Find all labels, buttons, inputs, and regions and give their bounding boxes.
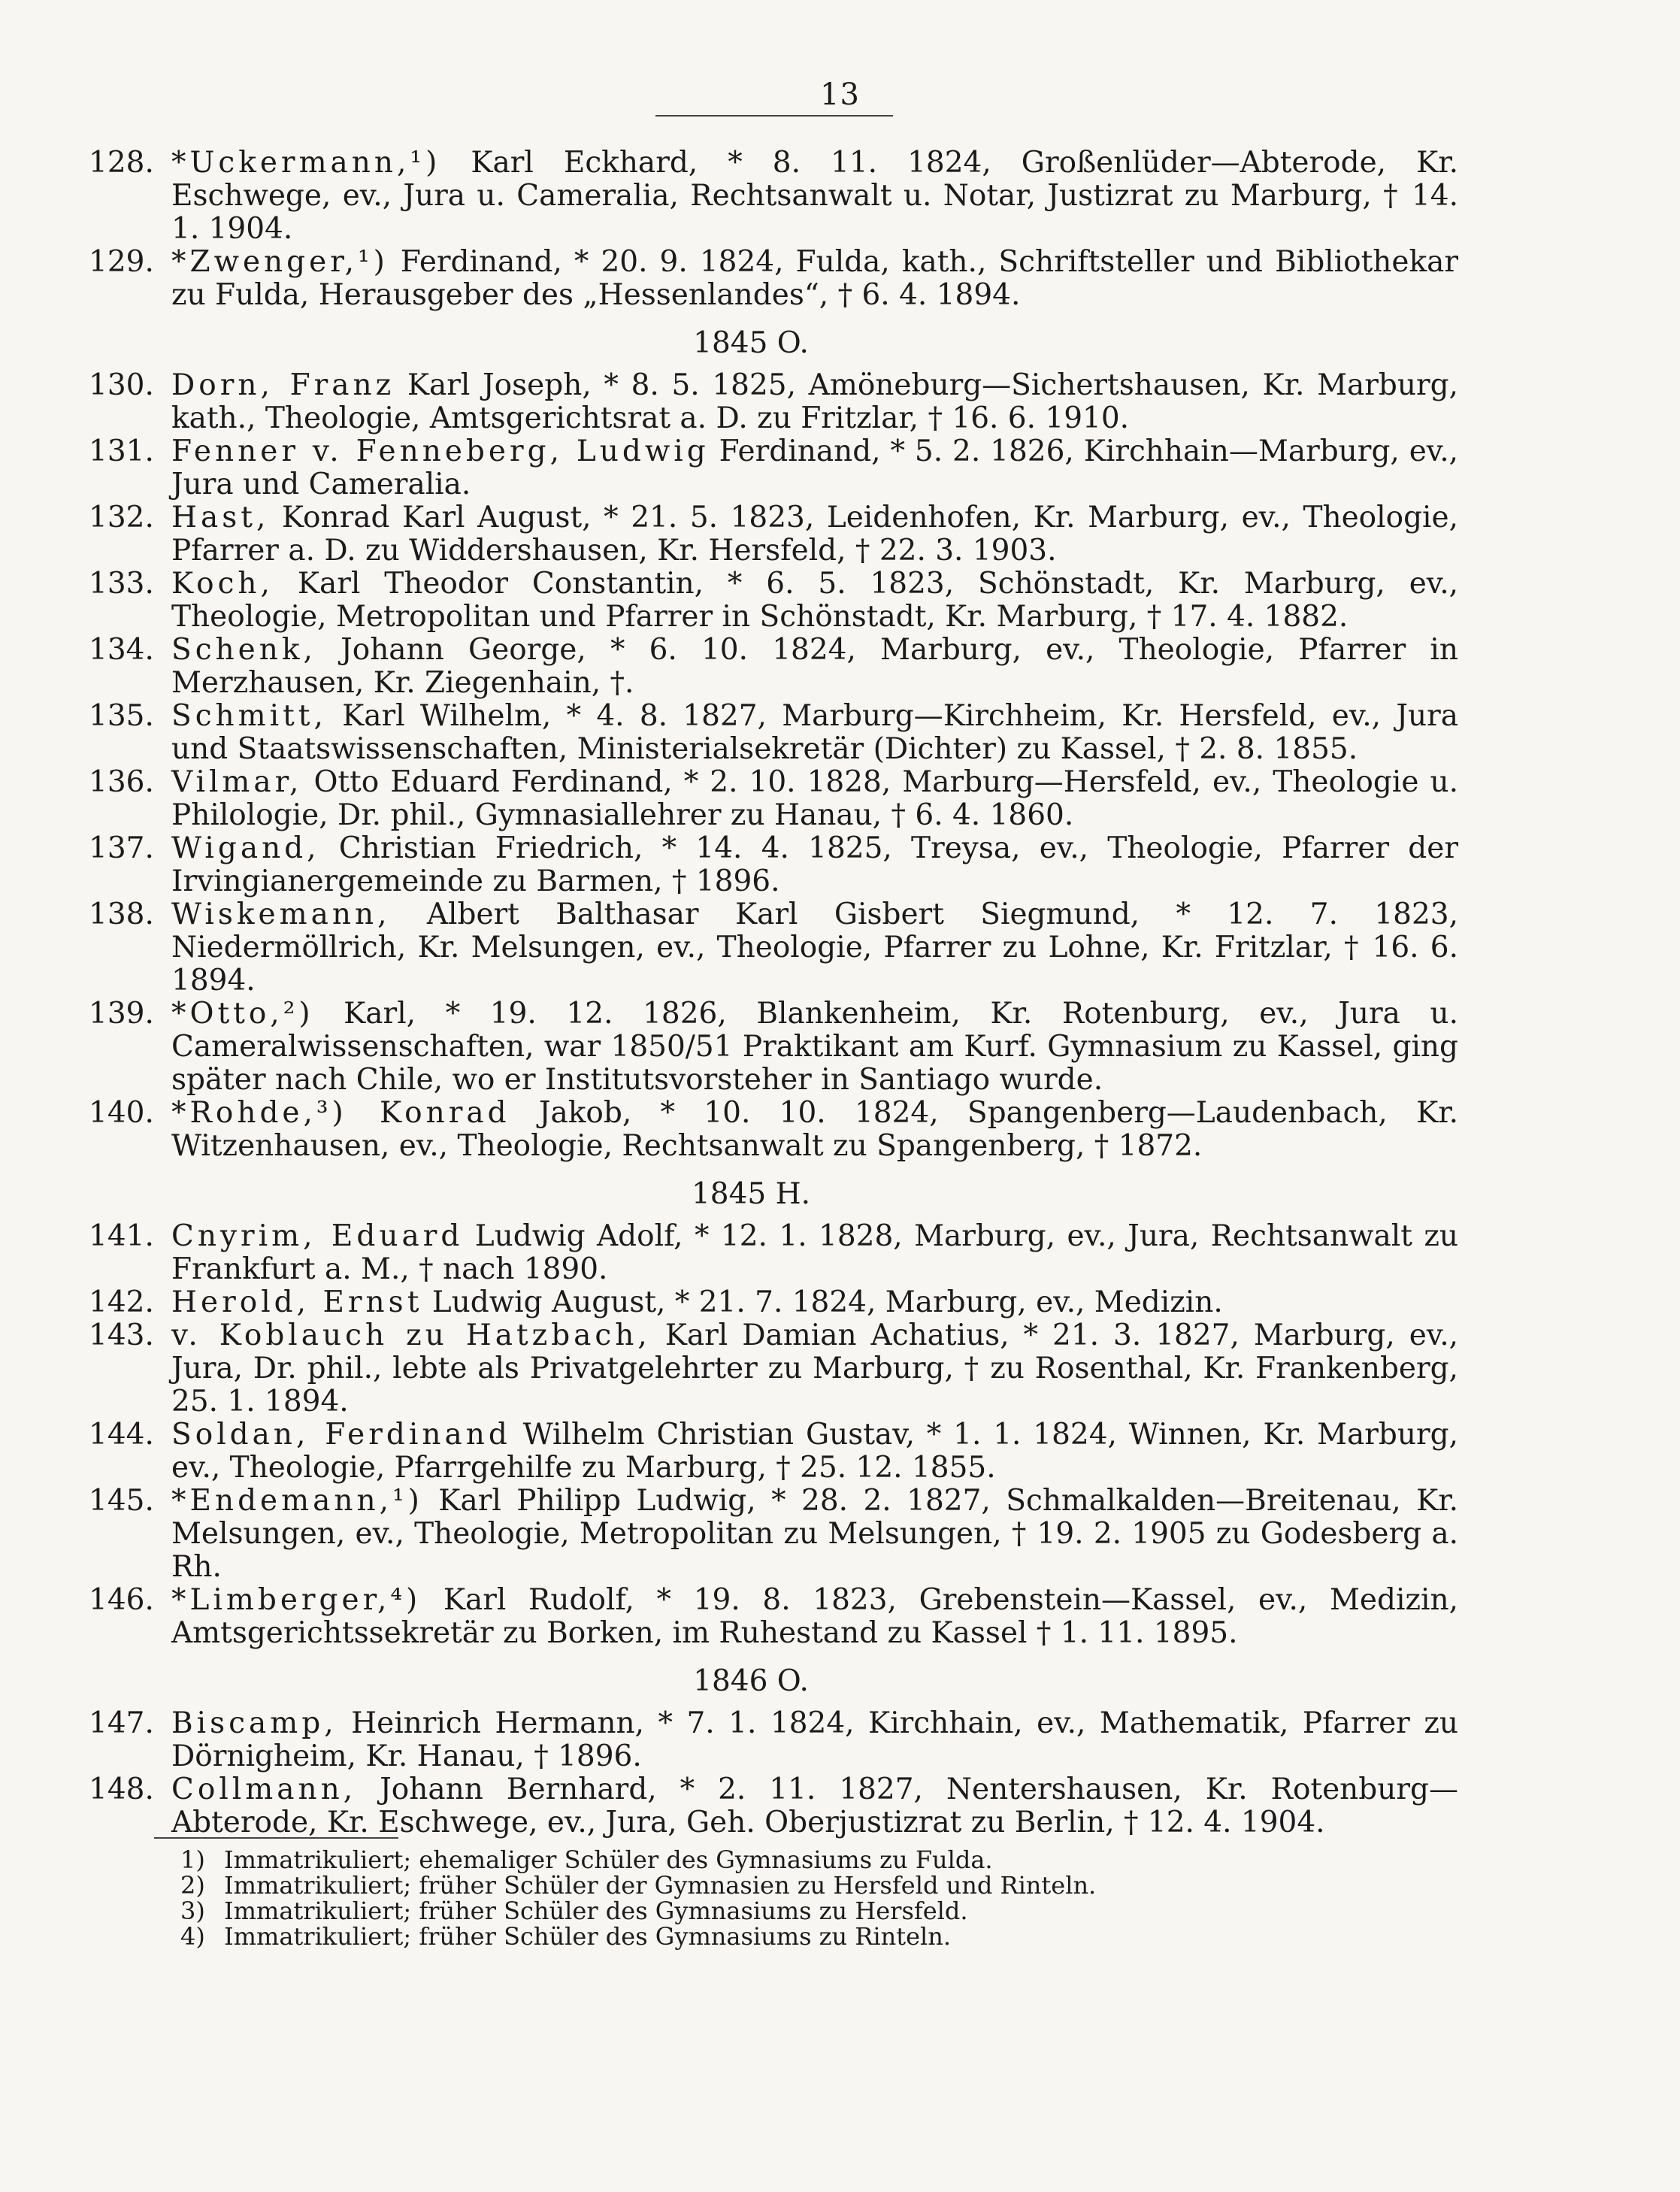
entry-name: *Uckermann,¹) <box>171 146 441 180</box>
entry-name: Biscamp, <box>171 1706 338 1740</box>
entry-list <box>89 147 1458 1839</box>
entry-row <box>89 998 1458 1097</box>
entry-name: *Zwenger,¹) <box>171 245 389 279</box>
footnote <box>180 1873 1158 1898</box>
entry-text: Ludwig Adolf, * 12. 1. 1828, Marburg, ev., Jura, Rechtsanwalt zu Frankfurt a. M., † nach 1890. <box>171 1219 1459 1286</box>
entry-number: 148. <box>89 1773 154 1806</box>
entry-number: 130. <box>89 368 154 402</box>
semester-heading: 1846 O. <box>693 1664 809 1698</box>
entry-text: Christian Friedrich, * 14. 4. 1825, Treysa, ev., Theologie, Pfarrer der Irvingianergemeinde zu Barmen, † 1896. <box>171 831 1458 898</box>
entry-number: 131. <box>89 434 154 468</box>
entry-number: 147. <box>89 1706 154 1740</box>
entry-name: Vilmar, <box>171 765 303 799</box>
entry-row <box>89 898 1458 998</box>
entry-text: Ferdinand, * 5. 2. 1826, Kirchhain—Marburg, ev., Jura und Cameralia. <box>171 434 1458 501</box>
entry-number: 133. <box>89 567 154 601</box>
footnote-text: Immatrikuliert; früher Schüler der Gymnasien zu Hersfeld und Rinteln. <box>224 1871 1097 1900</box>
entry-number: 138. <box>89 898 154 931</box>
footnotes <box>180 1847 1158 1949</box>
entry-number: 144. <box>89 1418 154 1452</box>
entry-name: Collmann, <box>171 1773 357 1806</box>
entry-name: *Endemann,¹) <box>171 1484 423 1518</box>
entry-text: Ferdinand, * 20. 9. 1824, Fulda, kath., Schriftsteller und Bibliothekar zu Fulda, Herausgeber des „Hessenlandes“, † 6. 4. 1894. <box>171 245 1458 312</box>
entry-number: 137. <box>89 831 154 865</box>
entry-name: Fenner v. Fenneberg, Ludwig <box>171 434 710 468</box>
footnote-mark: 3) <box>180 1897 205 1925</box>
entry-row <box>89 369 1458 435</box>
entry-text: Otto Eduard Ferdinand, * 2. 10. 1828, Marburg—Hersfeld, ev., Theologie u. Philologie, Dr. phil., Gymnasiallehrer zu Hanau, † 6. 4. 1860. <box>171 765 1458 832</box>
entry-number: 140. <box>89 1096 154 1130</box>
entry-text: Karl Eckhard, * 8. 11. 1824, Großenlüder—Abterode, Kr. Eschwege, ev., Jura u. Cameralia, Rechtsanwalt u. Notar, Justizrat zu Marburg, † 14. 1. 1904. <box>171 146 1458 246</box>
entry-number: 142. <box>89 1285 154 1319</box>
entry-name: Soldan, Ferdinand <box>171 1418 511 1452</box>
entry-text: Ludwig August, * 21. 7. 1824, Marburg, ev., Medizin. <box>422 1285 1223 1319</box>
entry-number: 145. <box>89 1484 154 1518</box>
entry-row <box>89 832 1458 898</box>
footnote-rule <box>154 1837 398 1839</box>
entry-row <box>89 1418 1458 1485</box>
entry-number: 136. <box>89 765 154 799</box>
entry-text: Heinrich Hermann, * 7. 1. 1824, Kirchhain, ev., Mathematik, Pfarrer zu Dörnigheim, Kr. Hanau, † 1896. <box>171 1706 1458 1773</box>
page-number: 13 <box>820 77 860 112</box>
entry-name: *Rohde,³) Konrad <box>171 1096 510 1130</box>
entry-name: Herold, Ernst <box>171 1285 423 1319</box>
entry-text: Johann George, * 6. 10. 1824, Marburg, ev., Theologie, Pfarrer in Merzhausen, Kr. Ziegenhain, †. <box>171 633 1458 700</box>
entry-text: Karl Theodor Constantin, * 6. 5. 1823, Schönstadt, Kr. Marburg, ev., Theologie, Metropolitan und Pfarrer in Schönstadt, Kr. Marburg, † 17. 4. 1882. <box>171 567 1458 634</box>
entry-row <box>89 1485 1458 1584</box>
entry-text: Karl Wilhelm, * 4. 8. 1827, Marburg—Kirchheim, Kr. Hersfeld, ev., Jura und Staatswissenschaften, Ministerialsekretär (Dichter) zu Kassel, † 2. 8. 1855. <box>171 699 1458 766</box>
entry-row <box>89 634 1458 700</box>
entry-row <box>89 568 1458 634</box>
entry-name: *Limberger,⁴) <box>171 1583 422 1617</box>
entry-row <box>89 1286 1458 1319</box>
entry-name: Dorn, Franz <box>171 368 395 402</box>
footnote-mark: 2) <box>180 1871 205 1900</box>
entry-text: Wilhelm Christian Gustav, * 1. 1. 1824, Winnen, Kr. Marburg, ev., Theologie, Pfarrgehilfe zu Marburg, † 25. 12. 1855. <box>171 1418 1458 1485</box>
entry-text: Karl Philipp Ludwig, * 28. 2. 1827, Schmalkalden—Breitenau, Kr. Melsungen, ev., Theologie, Metropolitan zu Melsungen, † 19. 2. 1905 zu Godesberg a. Rh. <box>171 1484 1458 1584</box>
entry-row <box>89 766 1458 832</box>
entry-text: Konrad Karl August, * 21. 5. 1823, Leidenhofen, Kr. Marburg, ev., Theologie, Pfarrer a. D. zu Widdershausen, Kr. Hersfeld, † 22. 3. 1903. <box>171 501 1458 568</box>
entry-row <box>89 1707 1458 1773</box>
semester-heading: 1845 O. <box>693 326 809 360</box>
entry-name: Hast, <box>171 501 270 534</box>
entry-text: Albert Balthasar Karl Gisbert Siegmund, * 12. 7. 1823, Niedermöllrich, Kr. Melsungen, ev., Theologie, Pfarrer zu Lohne, Kr. Fritzlar, † 16. 6. 1894. <box>171 898 1458 998</box>
semester-heading: 1845 H. <box>691 1177 811 1211</box>
entry-text: Karl Joseph, * 8. 5. 1825, Amöneburg—Sichertshausen, Kr. Marburg, kath., Theologie, Amtsgerichtsrat a. D. zu Fritzlar, † 16. 6. 1910. <box>171 368 1458 435</box>
entry-name: Wiskemann, <box>171 898 391 931</box>
footnote-mark: 1) <box>180 1845 205 1874</box>
entry-text: Karl Damian Achatius, * 21. 3. 1827, Marburg, ev., Jura, Dr. phil., lebte als Privatgelehrter zu Marburg, † zu Rosenthal, Kr. Frankenberg, 25. 1. 1894. <box>171 1319 1458 1418</box>
entry-row <box>89 501 1458 568</box>
entry-number: 134. <box>89 633 154 667</box>
entry-name: Cnyrim, Eduard <box>171 1219 464 1253</box>
entry-text: Karl Rudolf, * 19. 8. 1823, Grebenstein—Kassel, ev., Medizin, Amtsgerichtssekretär zu Borken, im Ruhestand zu Kassel † 1. 11. 1895. <box>171 1583 1458 1650</box>
entry-row <box>89 1773 1458 1839</box>
footnote <box>180 1898 1158 1924</box>
entry-row <box>89 147 1458 246</box>
entry-text: Jakob, * 10. 10. 1824, Spangenberg—Laudenbach, Kr. Witzenhausen, ev., Theologie, Rechtsanwalt zu Spangenberg, † 1872. <box>171 1096 1458 1163</box>
footnote <box>180 1847 1158 1873</box>
entry-name: v. Koblauch zu Hatzbach, <box>171 1319 651 1352</box>
entry-number: 143. <box>89 1319 154 1352</box>
entry-name: *Otto,²) <box>171 997 314 1031</box>
footnote-text: Immatrikuliert; ehemaliger Schüler des Gymnasiums zu Fulda. <box>224 1845 993 1874</box>
entry-text: Johann Bernhard, * 2. 11. 1827, Nentershausen, Kr. Rotenburg—Abterode, Kr. Eschwege, ev., Jura, Geh. Oberjustizrat zu Berlin, † 12. 4. 1904. <box>171 1773 1458 1839</box>
header-rule <box>655 115 893 117</box>
entry-row <box>89 700 1458 766</box>
footnote-mark: 4) <box>180 1922 205 1951</box>
entry-name: Koch, <box>171 567 274 601</box>
entry-name: Wigand, <box>171 831 320 865</box>
entry-number: 139. <box>89 997 154 1031</box>
entry-name: Schmitt, <box>171 699 327 733</box>
entry-row <box>89 1584 1458 1650</box>
footnote <box>180 1924 1158 1949</box>
entry-row <box>89 1097 1458 1163</box>
entry-text: Karl, * 19. 12. 1826, Blankenheim, Kr. Rotenburg, ev., Jura u. Cameralwissenschaften, war 1850/51 Praktikant am Kurf. Gymnasium zu Kassel, ging später nach Chile, wo er Institutsvorsteher in Santiago wurde. <box>171 997 1458 1097</box>
entry-name: Schenk, <box>171 633 316 667</box>
entry-row <box>89 1220 1458 1286</box>
entry-number: 128. <box>89 146 154 180</box>
entry-number: 146. <box>89 1583 154 1617</box>
entry-number: 129. <box>89 245 154 279</box>
entry-number: 132. <box>89 501 154 534</box>
footnote-text: Immatrikuliert; früher Schüler des Gymnasiums zu Hersfeld. <box>224 1897 968 1925</box>
footnote-text: Immatrikuliert; früher Schüler des Gymnasiums zu Rinteln. <box>224 1922 952 1951</box>
entry-number: 135. <box>89 699 154 733</box>
entry-number: 141. <box>89 1219 154 1253</box>
entry-row <box>89 246 1458 312</box>
entry-row <box>89 1319 1458 1418</box>
entry-row <box>89 435 1458 501</box>
